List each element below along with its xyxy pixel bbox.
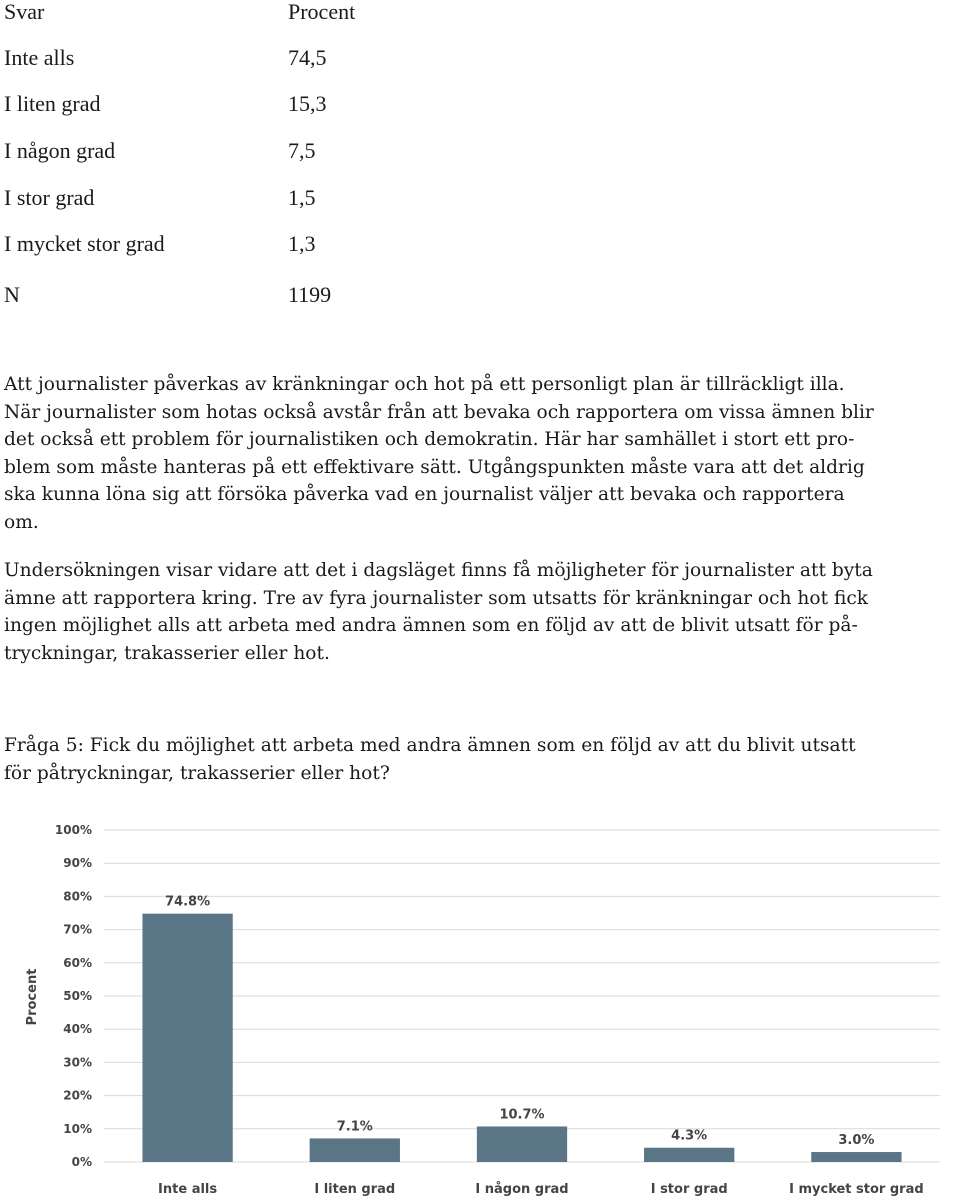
table-row [4, 92, 504, 122]
paragraph-line: ingen möjlighet alls att arbeta med andra ämnen som en följd av att de blivit utsatt för på- [4, 615, 858, 636]
data-labels [165, 895, 874, 1148]
table-row [4, 186, 504, 216]
y-tick-label: 90% [63, 856, 92, 871]
data-label: 74.8% [165, 894, 211, 910]
body-paragraph [4, 371, 959, 536]
row-answer: I någon grad [4, 138, 116, 163]
y-tick-label: 40% [63, 1022, 92, 1037]
table-row [4, 139, 504, 169]
paragraph-line: När journalister som hotas också avstår från att bevaka och rapportera om vissa ämnen blir [4, 401, 874, 423]
bar [477, 1126, 567, 1162]
paragraph-line: för påtryckningar, trakasserier eller hot? [4, 762, 390, 784]
table-row [4, 46, 504, 76]
bar [142, 914, 232, 1162]
y-axis-ticks [55, 823, 92, 1169]
data-label: 10.7% [499, 1107, 545, 1123]
data-label: 7.1% [336, 1119, 373, 1135]
x-tick-label: I någon grad [475, 1182, 569, 1197]
column-header-procent: Procent [288, 0, 356, 24]
y-tick-label: 80% [63, 889, 92, 904]
y-tick-label: 0% [71, 1155, 92, 1169]
y-tick-label: 30% [63, 1055, 92, 1070]
bar-chart [0, 810, 960, 1199]
y-tick-label: 100% [54, 823, 92, 837]
row-answer: I mycket stor grad [4, 231, 165, 256]
row-answer: I stor grad [4, 185, 95, 210]
y-axis-label: Procent [25, 968, 40, 1026]
row-percent: 15,3 [288, 91, 327, 116]
paragraph-line: ska kunna löna sig att försöka påverka vad en journalist väljer att bevaka och rapportera [4, 484, 845, 505]
bar [644, 1148, 734, 1162]
paragraph-line: Fråga 5: Fick du möjlighet att arbeta med andra ämnen som en följd av att du blivit utsatt [4, 735, 856, 756]
row-percent: 7,5 [288, 138, 316, 163]
row-percent: 1199 [288, 282, 332, 307]
row-percent: 74,5 [288, 45, 327, 70]
table-header-row [4, 0, 504, 30]
bar [310, 1138, 400, 1162]
body-paragraph [4, 557, 959, 667]
row-answer: N [4, 282, 20, 307]
paragraph-line: om. [4, 511, 39, 533]
x-tick-label: I stor grad [650, 1182, 728, 1197]
row-percent: 1,5 [288, 185, 316, 210]
chart-bars [142, 914, 901, 1162]
paragraph-line: blem som måste hanteras på ett effektivare sätt. Utgångspunkten måste vara att det aldrig [4, 456, 865, 478]
y-tick-label: 60% [63, 955, 92, 970]
bar [811, 1152, 901, 1162]
y-tick-label: 10% [63, 1121, 92, 1136]
table-row [4, 283, 504, 313]
x-axis-ticks [158, 1182, 924, 1197]
paragraph-line: det också ett problem för journalistiken och demokratin. Här har samhället i stort ett pro- [4, 429, 855, 450]
data-label: 4.3% [671, 1128, 708, 1144]
x-tick-label: Inte alls [158, 1182, 218, 1197]
x-tick-label: I mycket stor grad [789, 1182, 924, 1197]
y-tick-label: 70% [63, 922, 92, 937]
row-answer: Inte alls [4, 45, 75, 70]
row-percent: 1,3 [288, 231, 316, 256]
paragraph-line: Att journalister påverkas av kränkningar och hot på ett personligt plan är tillräckligt illa. [4, 374, 845, 395]
table-row [4, 232, 504, 262]
column-header-svar: Svar [4, 0, 45, 24]
y-tick-label: 50% [63, 989, 92, 1003]
y-tick-label: 20% [63, 1088, 92, 1103]
data-label: 3.0% [838, 1133, 875, 1149]
paragraph-line: ämne att rapportera kring. Tre av fyra journalister som utsatts för kränkningar och hot fick [4, 587, 869, 609]
question-heading [4, 732, 959, 787]
x-tick-label: I liten grad [314, 1182, 396, 1197]
paragraph-line: tryckningar, trakasserier eller hot. [4, 642, 330, 664]
row-answer: I liten grad [4, 91, 101, 116]
paragraph-line: Undersökningen visar vidare att det i dagsläget finns få möjligheter för journalister att byta [4, 560, 873, 581]
